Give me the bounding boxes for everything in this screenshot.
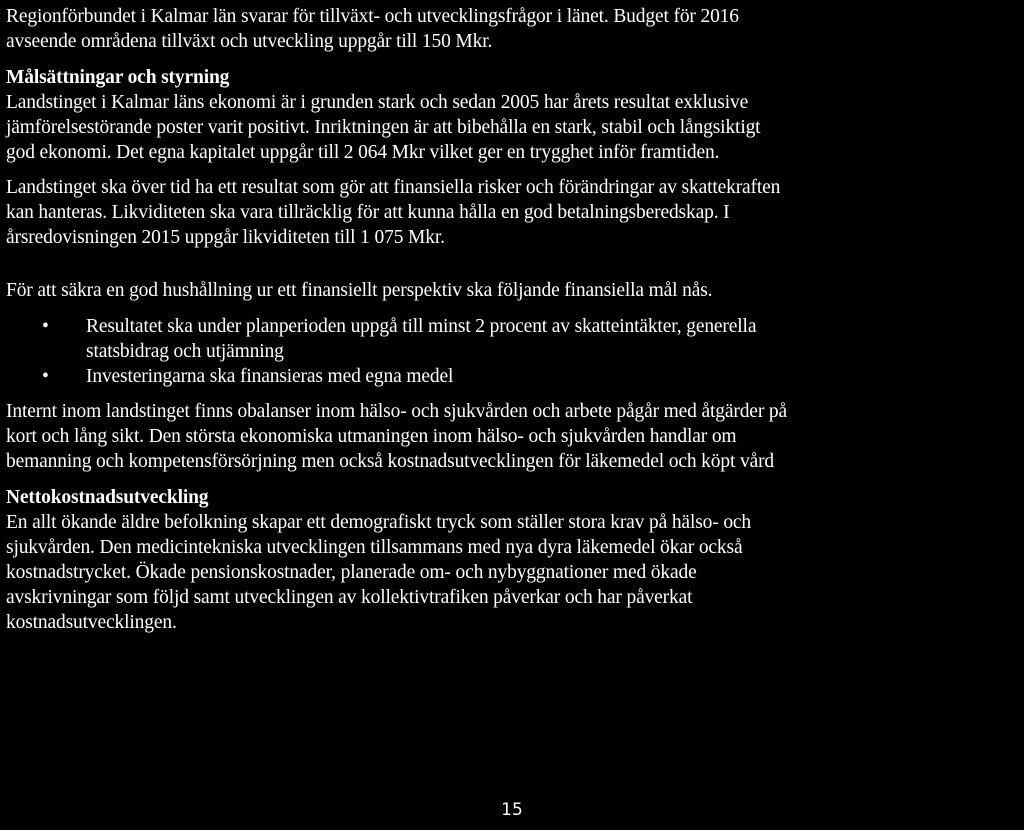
text-line: sjukvården. Den medicintekniska utvecklingen tillsammans med nya dyra läkemedel ökar också (6, 537, 743, 558)
paragraph-imbalances (6, 399, 1018, 474)
list-item (6, 364, 1018, 389)
text-line: god ekonomi. Det egna kapitalet uppgår till 2 064 Mkr vilket ger en trygghet inför framtiden. (6, 142, 720, 163)
text-line: kostnadstrycket. Ökade pensionskostnader, planerade om- och nybyggnationer med ökade (6, 562, 697, 583)
text-line: Landstinget ska över tid ha ett resultat som gör att finansiella risker och förändringar av skattekraften (6, 177, 781, 198)
intro-paragraph (6, 4, 1018, 54)
text-line: avskrivningar som följd samt utvecklingen av kollektivtrafiken påverkar och har påverkat (6, 587, 693, 608)
section-heading-nettokostnadsutveckling: Nettokostnadsutveckling (6, 487, 209, 508)
text-line: Investeringarna ska finansieras med egna medel (86, 366, 454, 387)
bullet-icon: • (42, 366, 49, 387)
page-number: 15 (501, 800, 523, 820)
paragraph-cost-development (6, 510, 1018, 635)
text-line: bemanning och kompetensförsörjning men också kostnadsutvecklingen för läkemedel och köpt vård (6, 451, 775, 472)
text-line: Resultatet ska under planperioden uppgå till minst 2 procent av skatteintäkter, generella (86, 316, 757, 337)
paragraph-financial-goals: För att säkra en god hushållning ur ett finansiellt perspektiv ska följande finansiella mål nås. (6, 280, 713, 301)
paragraph-economy (6, 90, 1018, 165)
text-line: avseende områdena tillväxt och utveckling uppgår till 150 Mkr. (6, 31, 493, 52)
text-line: kan hanteras. Likviditeten ska vara tillräcklig för att kunna hålla en god betalningsberedskap. I (6, 202, 730, 223)
text-line: kort och lång sikt. Den största ekonomiska utmaningen inom hälso- och sjukvården handlar om (6, 426, 737, 447)
text-line: kostnadsutvecklingen. (6, 612, 177, 633)
document-page (6, 4, 1018, 635)
text-line: årsredovisningen 2015 uppgår likviditeten till 1 075 Mkr. (6, 227, 445, 248)
text-line: statsbidrag och utjämning (86, 341, 284, 362)
list-item (6, 314, 1018, 364)
paragraph-liquidity (6, 175, 1018, 250)
text-line: Internt inom landstinget finns obalanser inom hälso- och sjukvården och arbete pågår med åtgärder på (6, 401, 787, 422)
section-heading-malsattningar: Målsättningar och styrning (6, 67, 230, 88)
text-line: Landstinget i Kalmar läns ekonomi är i grunden stark och sedan 2005 har årets resultat exklusive (6, 92, 749, 113)
text-line: Regionförbundet i Kalmar län svarar för tillväxt- och utvecklingsfrågor i länet. Budget för 2016 (6, 6, 739, 27)
bullet-icon: • (42, 316, 49, 337)
text-line: En allt ökande äldre befolkning skapar ett demografiskt tryck som ställer stora krav på hälso- och (6, 512, 752, 533)
financial-goals-list (6, 314, 1018, 389)
text-line: jämförelsestörande poster varit positivt. Inriktningen är att bibehålla en stark, stabil och långsiktigt (6, 117, 761, 138)
